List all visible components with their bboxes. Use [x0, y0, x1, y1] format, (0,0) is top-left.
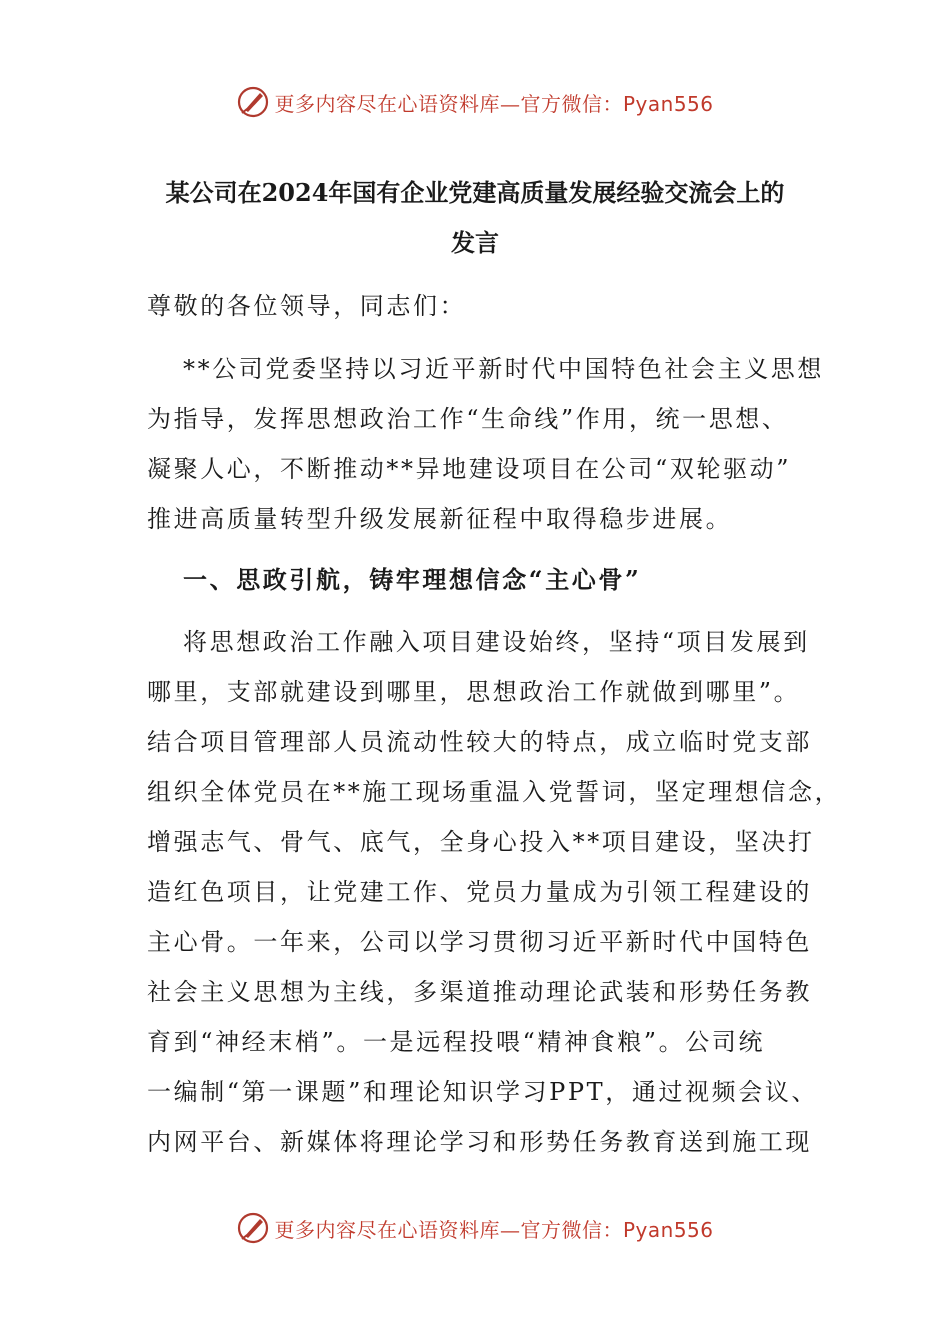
body-line: 哪里，支部就建设到哪里，思想政治工作就做到哪里”。 — [147, 678, 801, 706]
body-line: 将思想政治工作融入项目建设始终，坚持“项目发展到 — [183, 628, 810, 656]
intro-line: 为指导，发挥思想政治工作“生命线”作用，统一思想、 — [147, 405, 789, 433]
body-line: 组织全体党员在**施工现场重温入党誓词，坚定理想信念， — [147, 778, 842, 806]
quill-logo-icon — [236, 85, 270, 119]
watermark-text: 更多内容尽在心语资料库—官方微信：Pyan556 — [274, 1217, 714, 1242]
watermark-text: 更多内容尽在心语资料库—官方微信：Pyan556 — [274, 91, 714, 116]
document-title-line1: 某公司在2024年国有企业党建高质量发展经验交流会上的 — [165, 178, 785, 207]
watermark-banner-top — [0, 82, 950, 122]
body-line: 增强志气、骨气、底气，全身心投入**项目建设，坚决打 — [147, 828, 815, 856]
watermark-banner-bottom — [0, 1208, 950, 1248]
body-line: 社会主义思想为主线，多渠道推动理论武装和形势任务教 — [147, 978, 812, 1006]
body-line: 结合项目管理部人员流动性较大的特点，成立临时党支部 — [147, 728, 812, 756]
body-line: 育到“神经末梢”。一是远程投喂“精神食粮”。公司统 — [147, 1028, 766, 1056]
quill-logo-icon — [236, 1211, 270, 1245]
body-line: 内网平台、新媒体将理论学习和形势任务教育送到施工现 — [147, 1128, 812, 1156]
body-line: 主心骨。一年来，公司以学习贯彻习近平新时代中国特色 — [147, 928, 812, 956]
intro-line: **公司党委坚持以习近平新时代中国特色社会主义思想 — [183, 355, 824, 383]
document-title-line2: 发言 — [451, 228, 499, 257]
intro-line: 推进高质量转型升级发展新征程中取得稳步进展。 — [147, 505, 733, 533]
greeting: 尊敬的各位领导，同志们： — [147, 292, 467, 320]
body-line: 造红色项目，让党建工作、党员力量成为引领工程建设的 — [147, 878, 812, 906]
section-heading: 一、思政引航，铸牢理想信念“主心骨” — [183, 565, 642, 594]
body-line: 一编制“第一课题”和理论知识学习PPT，通过视频会议、 — [147, 1078, 819, 1106]
intro-line: 凝聚人心，不断推动**异地建设项目在公司“双轮驱动” — [147, 455, 792, 483]
